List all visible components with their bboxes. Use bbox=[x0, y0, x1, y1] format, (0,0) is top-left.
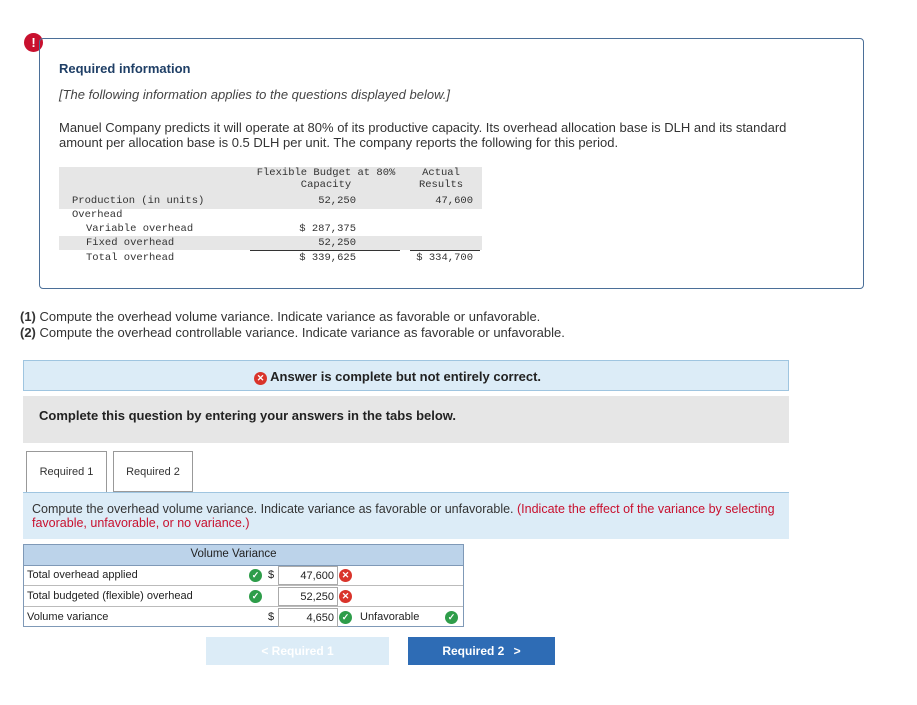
info-subtitle: [The following information applies to the questions displayed below.] bbox=[59, 87, 450, 102]
row-label-variable: Variable overhead bbox=[86, 223, 194, 235]
row-label-production: Production (in units) bbox=[72, 195, 205, 207]
total-actual-value: $ 334,700 bbox=[416, 252, 473, 264]
row-label-volume-variance: Volume variance bbox=[27, 611, 109, 623]
row-label-overhead-applied: Total overhead applied bbox=[27, 569, 138, 581]
tab-required-2[interactable]: Required 2 bbox=[113, 451, 193, 492]
check-icon: ✓ bbox=[249, 569, 262, 582]
chevron-right-icon: > bbox=[513, 644, 521, 658]
row-label-overhead: Overhead bbox=[72, 209, 123, 221]
volume-variance-input[interactable]: 4,650 bbox=[278, 608, 338, 627]
total-rule-actual bbox=[410, 250, 480, 251]
total-rule-flex bbox=[250, 250, 400, 251]
tab-required-1[interactable]: Required 1 bbox=[26, 451, 107, 492]
info-title: Required information bbox=[59, 61, 191, 76]
check-icon: ✓ bbox=[339, 611, 352, 624]
info-paragraph: Manuel Company predicts it will operate at 80% of its productive capacity. Its overhead allocation base is DLH and its standard amount per allocation base is 0.5 DLH per unit. The company reports the following for this period. bbox=[59, 120, 787, 150]
prev-button[interactable]: < Required 1 bbox=[206, 637, 389, 665]
question-2: (2) Compute the overhead controllable variance. Indicate variance as favorable or unfavorable. bbox=[20, 325, 565, 340]
incorrect-icon: ✕ bbox=[339, 590, 352, 603]
dollar-sign: $ bbox=[268, 569, 275, 581]
col-header-flexible: Flexible Budget at 80% Capacity bbox=[256, 167, 396, 191]
dollar-sign: $ bbox=[268, 611, 275, 623]
fixed-flex-value: 52,250 bbox=[318, 237, 356, 249]
row-label-total: Total overhead bbox=[86, 252, 175, 264]
feedback-banner-text: ✕ Answer is complete but not entirely correct. bbox=[254, 369, 541, 385]
incorrect-icon: ✕ bbox=[339, 569, 352, 582]
incorrect-icon: ✕ bbox=[254, 372, 267, 385]
variance-status-select[interactable]: Unfavorable bbox=[360, 611, 420, 623]
chevron-left-icon: < bbox=[261, 644, 269, 658]
question-1: (1) Compute the overhead volume variance. Indicate variance as favorable or unfavorable. bbox=[20, 309, 541, 324]
overhead-applied-input[interactable]: 47,600 bbox=[278, 566, 338, 585]
col-header-actual: Actual Results bbox=[418, 167, 464, 191]
production-actual-value: 47,600 bbox=[435, 195, 473, 207]
variable-flex-value: $ 287,375 bbox=[299, 223, 356, 235]
check-icon: ✓ bbox=[249, 590, 262, 603]
production-flex-value: 52,250 bbox=[318, 195, 356, 207]
prompt-note: (Indicate the effect of the variance by selecting favorable, unfavorable, or no variance.) bbox=[32, 502, 775, 530]
row-label-fixed: Fixed overhead bbox=[86, 237, 175, 249]
total-flex-value: $ 339,625 bbox=[299, 252, 356, 264]
next-button[interactable]: Required 2 > bbox=[408, 637, 555, 665]
tab-prompt-text: Compute the overhead volume variance. Indicate variance as favorable or unfavorable. (Indicate the effect of the variance by selecting favorable, unfavorable, or no variance.) bbox=[32, 502, 775, 530]
alert-icon: ! bbox=[24, 33, 43, 52]
instruction-text: Complete this question by entering your answers in the tabs below. bbox=[39, 408, 457, 423]
budgeted-overhead-input[interactable]: 52,250 bbox=[278, 587, 338, 606]
volume-variance-title: Volume Variance bbox=[190, 548, 277, 560]
row-label-budgeted-overhead: Total budgeted (flexible) overhead bbox=[27, 590, 193, 602]
check-icon: ✓ bbox=[445, 611, 458, 624]
